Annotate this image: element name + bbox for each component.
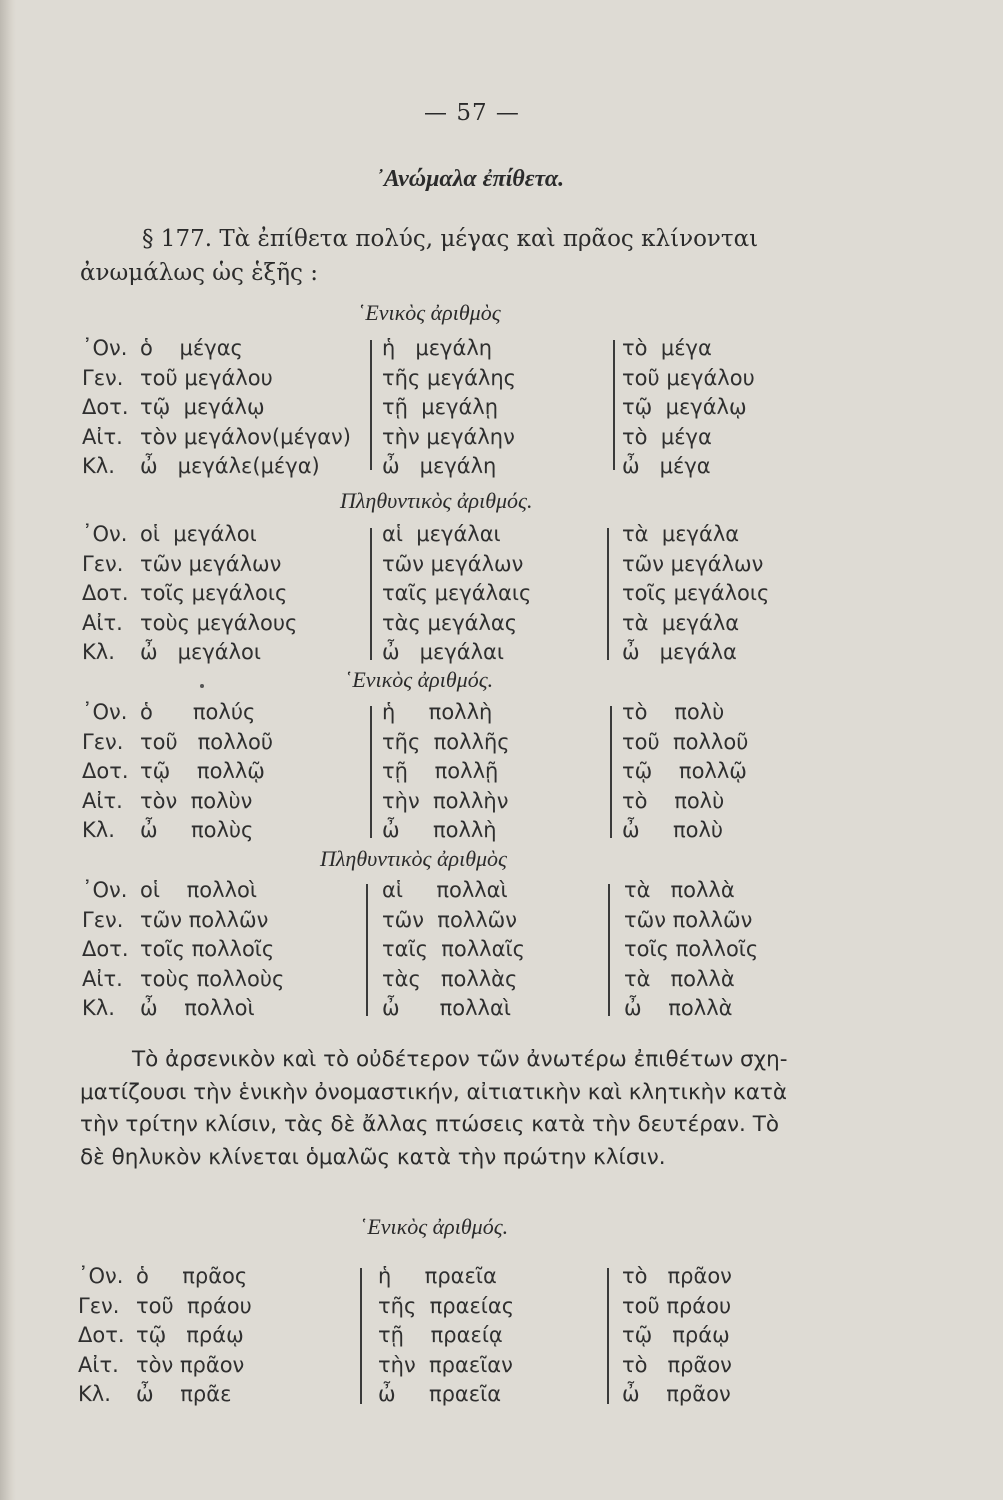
section-177-intro xyxy=(80,222,860,290)
declension-form: τὰς πολλὰς xyxy=(382,966,518,991)
declension-form: τῷ πράῳ xyxy=(622,1323,730,1347)
declension-form: τὴν πολλὴν xyxy=(382,788,509,813)
declension-form: τοῖς μεγάλοις xyxy=(140,581,288,605)
case-label: Γεν. xyxy=(82,365,124,390)
declension-row xyxy=(82,638,297,668)
declension-form: ἡ μεγάλη xyxy=(382,336,493,360)
column-divider xyxy=(366,884,368,1016)
column-divider xyxy=(370,528,372,660)
declension-form: τὰ μεγάλα xyxy=(622,522,740,546)
praos-singular-masculine-column xyxy=(78,1262,252,1410)
column-divider xyxy=(370,340,372,470)
declension-row xyxy=(82,579,297,609)
declension-form: τὴν πραεῖαν xyxy=(378,1352,513,1377)
declension-form: τῶν πολλῶν xyxy=(382,907,517,932)
declension-form: ὦ μεγάλε(μέγα) xyxy=(140,454,320,478)
declension-form: ὦ πρᾶον xyxy=(622,1382,731,1406)
declension-form: τοῖς πολλοῖς xyxy=(624,937,759,961)
declension-form: τὸν πολὺν xyxy=(140,788,253,813)
declension-form: τὸ πρᾶον xyxy=(622,1264,732,1288)
note-line-1: Τὸ ἀρσενικὸν καὶ τὸ οὐδέτερον τῶν ἀνωτέρω ἐπιθέτων σχη- xyxy=(132,1047,788,1072)
declension-form: τὰ πολλὰ xyxy=(624,966,735,991)
declension-form: τὸ μέγα xyxy=(622,336,712,360)
declension-form: τῇ πραείᾳ xyxy=(378,1323,503,1347)
declension-form: ὦ πραεῖα xyxy=(378,1382,502,1406)
declension-form: τὰ μεγάλα xyxy=(622,610,740,635)
declension-form: ταῖς μεγάλαις xyxy=(382,581,532,605)
case-label: Κλ. xyxy=(82,996,115,1020)
case-label: Κλ. xyxy=(82,454,115,478)
declension-form: τῷ μεγάλῳ xyxy=(622,395,747,419)
case-label: Δοτ. xyxy=(82,759,129,783)
declension-row xyxy=(78,1380,252,1410)
declension-form: ὦ πολλὰ xyxy=(624,996,733,1020)
declension-form: ἡ πραεῖα xyxy=(378,1264,497,1288)
megas-plural-neuter-column xyxy=(622,520,769,668)
declension-row xyxy=(82,520,297,550)
polys-singular-label: ῾Ενικὸς ἀριθμός. xyxy=(345,667,494,692)
declension-row xyxy=(82,994,284,1024)
polys-singular-masculine-column xyxy=(82,698,273,846)
case-label: ᾿Ον. xyxy=(82,700,128,724)
megas-singular-masculine-column xyxy=(82,334,351,482)
declension-form: τὸ μέγα xyxy=(622,424,712,449)
case-label: Γεν. xyxy=(82,551,124,576)
case-label: Δοτ. xyxy=(82,937,129,961)
declension-form: τὸν μεγάλον(μέγαν) xyxy=(140,424,351,449)
column-divider xyxy=(370,706,372,838)
declension-form: τὴν μεγάλην xyxy=(382,424,515,449)
declension-form: τὸ πρᾶον xyxy=(622,1352,732,1377)
declension-form: τοῦ μεγάλου xyxy=(140,365,273,390)
declension-form: τοῦ πράου xyxy=(136,1293,252,1318)
case-label: Δοτ. xyxy=(82,581,129,605)
declension-form: ὦ πολλαὶ xyxy=(382,996,511,1020)
declension-row xyxy=(82,906,284,936)
declension-form: τοῖς πολλοῖς xyxy=(140,937,275,961)
case-label: Γεν. xyxy=(82,729,124,754)
declension-form: τοῖς μεγάλοις xyxy=(622,581,770,605)
declension-form: τῆς πολλῆς xyxy=(382,729,510,754)
declension-form: αἱ πολλαὶ xyxy=(382,878,508,902)
declension-form: τῆς μεγάλης xyxy=(382,365,516,390)
page-number: — 57 — xyxy=(424,100,520,126)
declension-form: τοῦ πράου xyxy=(622,1293,732,1318)
declension-form: ὁ μέγας xyxy=(140,336,243,360)
declension-row xyxy=(82,876,284,906)
column-divider xyxy=(607,1268,609,1404)
column-divider xyxy=(610,706,612,838)
declension-form: τῷ πράῳ xyxy=(136,1323,244,1347)
declension-row xyxy=(78,1321,252,1351)
declension-form: ταῖς πολλαῖς xyxy=(382,937,525,961)
case-label: Γεν. xyxy=(78,1293,120,1318)
declension-form: τοὺς μεγάλους xyxy=(140,610,298,635)
case-label: Δοτ. xyxy=(78,1323,125,1347)
case-label: Αἰτ. xyxy=(82,610,123,635)
case-label: Γεν. xyxy=(82,907,124,932)
declension-row xyxy=(82,935,284,965)
declension-form: τῶν πολλῶν xyxy=(624,907,753,932)
declension-form: τῷ μεγάλῳ xyxy=(140,395,265,419)
case-label: ᾿Ον. xyxy=(82,878,128,902)
declension-form: τῶν πολλῶν xyxy=(140,907,269,932)
declension-form: αἱ μεγάλαι xyxy=(382,522,501,546)
declension-row xyxy=(82,698,273,728)
declension-form: τῶν μεγάλων xyxy=(382,551,524,576)
polys-plural-label: Πληθυντικὸς ἀριθμὸς xyxy=(320,846,507,871)
declension-row xyxy=(82,423,351,453)
declension-form: τοὺς πολλοὺς xyxy=(140,966,285,991)
declension-row xyxy=(82,609,297,639)
declension-form: τῶν μεγάλων xyxy=(622,551,764,576)
column-divider xyxy=(608,884,610,1016)
declension-row xyxy=(78,1351,252,1381)
declension-row xyxy=(82,816,273,846)
column-divider xyxy=(613,340,615,470)
declension-form: ὦ πρᾶε xyxy=(136,1382,232,1406)
note-line-3: τὴν τρίτην κλίσιν, τὰς δὲ ἄλλας πτώσεις κατὰ τὴν δευτέραν. Τὸ xyxy=(80,1112,780,1137)
intro-line-1: § 177. Τὰ ἐπίθετα πολύς, μέγας καὶ πρᾶος κλίνονται xyxy=(142,226,759,252)
declension-form: ὁ πρᾶος xyxy=(136,1264,248,1288)
intro-line-2: ἀνωμάλως ὡς ἑξῆς : xyxy=(80,260,318,286)
declension-form: τῷ πολλῷ xyxy=(140,759,265,783)
case-label: ᾿Ον. xyxy=(78,1264,124,1288)
declension-form: ὦ μέγα xyxy=(622,454,711,478)
declension-row xyxy=(82,965,284,995)
praos-singular-neuter-column xyxy=(622,1262,732,1410)
case-label: Αἰτ. xyxy=(82,424,123,449)
declension-row xyxy=(82,787,273,817)
declension-form: ὦ μεγάλη xyxy=(382,454,497,478)
declension-form: τοῦ μεγάλου xyxy=(622,365,755,390)
declension-form: τῆς πραείας xyxy=(378,1293,515,1318)
declension-form: ὦ μεγάλοι xyxy=(140,640,261,664)
declension-form: ὦ μεγάλα xyxy=(622,640,737,664)
column-divider xyxy=(360,1268,362,1404)
declension-row xyxy=(82,757,273,787)
case-label: Αἰτ. xyxy=(82,788,123,813)
declension-row xyxy=(82,393,351,423)
explanatory-note xyxy=(80,1044,870,1174)
declension-row xyxy=(82,452,351,482)
case-label: Κλ. xyxy=(78,1382,111,1406)
declension-form: τῇ μεγάλῃ xyxy=(382,395,499,419)
declension-form: οἱ μεγάλοι xyxy=(140,522,257,546)
declension-form: ὦ πολὺς xyxy=(140,818,254,842)
declension-form: τὰ πολλὰ xyxy=(624,878,735,902)
note-line-2: ματίζουσι τὴν ἑνικὴν ὀνομαστικήν, αἰτιατικὴν καὶ κλητικὴν κατὰ xyxy=(80,1079,788,1105)
declension-row xyxy=(82,550,297,580)
declension-form: τοῦ πολλοῦ xyxy=(140,729,274,754)
declension-row xyxy=(82,728,273,758)
praos-singular-label: ῾Ενικὸς ἀριθμός. xyxy=(360,1214,509,1239)
polys-plural-masculine-column xyxy=(82,876,284,1024)
praos-singular-feminine-column xyxy=(378,1262,514,1410)
column-divider xyxy=(607,528,609,660)
declension-form: τὸ πολὺ xyxy=(622,700,725,724)
declension-form: τὸν πρᾶον xyxy=(136,1352,245,1377)
declension-form: τὰς μεγάλας xyxy=(382,610,518,635)
megas-singular-label: ῾Ενικὸς ἀριθμὸς xyxy=(358,300,501,325)
declension-form: ὦ πολλοὶ xyxy=(140,996,255,1020)
case-label: Αἰτ. xyxy=(82,966,123,991)
polys-plural-neuter-column xyxy=(624,876,758,1024)
declension-form: ἡ πολλὴ xyxy=(382,700,493,724)
declension-row xyxy=(78,1292,252,1322)
declension-form: ὦ μεγάλαι xyxy=(382,640,504,664)
case-label: Δοτ. xyxy=(82,395,129,419)
declension-row xyxy=(78,1262,252,1292)
declension-form: ὦ πολὺ xyxy=(622,818,724,842)
page-binding-shadow xyxy=(0,0,16,1500)
megas-plural-masculine-column xyxy=(82,520,297,668)
declension-form: τῶν μεγάλων xyxy=(140,551,282,576)
note-line-4: δὲ θηλυκὸν κλίνεται ὁμαλῶς κατὰ τὴν πρώτην κλίσιν. xyxy=(80,1144,666,1170)
case-label: ᾿Ον. xyxy=(82,336,128,360)
polys-singular-feminine-column xyxy=(382,698,510,846)
print-speck xyxy=(200,684,204,688)
declension-row xyxy=(82,334,351,364)
page-title: ᾿Ανώμαλα ἐπίθετα. xyxy=(375,166,565,192)
polys-singular-neuter-column xyxy=(622,698,748,846)
declension-form: οἱ πολλοὶ xyxy=(140,878,257,902)
case-label: Κλ. xyxy=(82,818,115,842)
megas-singular-neuter-column xyxy=(622,334,755,482)
declension-form: τοῦ πολλοῦ xyxy=(622,729,749,754)
case-label: ᾿Ον. xyxy=(82,522,128,546)
megas-plural-feminine-column xyxy=(382,520,531,668)
declension-form: τὸ πολὺ xyxy=(622,788,725,813)
polys-plural-feminine-column xyxy=(382,876,525,1024)
declension-form: τῷ πολλῷ xyxy=(622,759,747,783)
case-label: Αἰτ. xyxy=(78,1352,119,1377)
case-label: Κλ. xyxy=(82,640,115,664)
megas-singular-feminine-column xyxy=(382,334,516,482)
megas-plural-label: Πληθυντικὸς ἀριθμός. xyxy=(340,488,533,513)
declension-form: ὦ πολλὴ xyxy=(382,818,497,842)
declension-form: ὁ πολύς xyxy=(140,700,256,724)
declension-form: τῇ πολλῇ xyxy=(382,759,499,783)
declension-row xyxy=(82,364,351,394)
